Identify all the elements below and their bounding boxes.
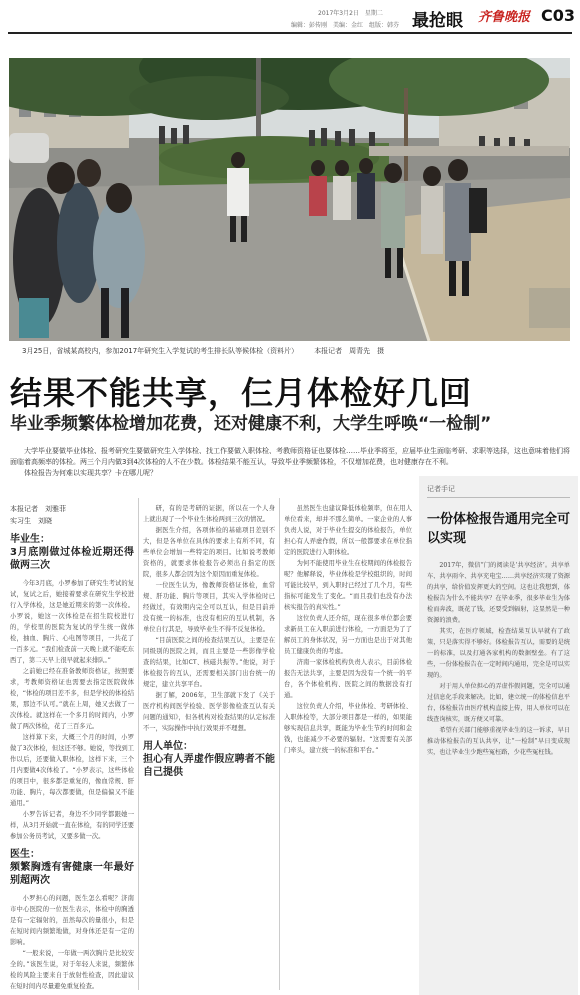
body-paragraph: 研，有的是考研的证据，所以在一个人身上就出现了一个毕业生体检两到三次的情况。 [143, 505, 275, 523]
news-photo [9, 58, 570, 341]
page-number: C03 [541, 6, 576, 25]
lead-line: 体检报告为何难以实现共享？卡在哪儿呢？ [10, 469, 157, 477]
reporter-commentary [419, 476, 578, 995]
body-paragraph: 希望有关部门能够重视毕业生的这一诉求，早日推动体检报告的互认共享，让“一检制”早日变成现实，也让毕业生少跑些冤枉路，少花些冤枉钱。 [427, 727, 570, 756]
intern-byline: 实习生 刘晓 [10, 517, 52, 525]
lead-line: 大学毕业要做毕业体检、报考研究生要做研究生入学体检、找工作要做入职体检、考教师资格证也要体检……毕业季将至，应届毕业生面临考研、求职等选择，这也意味着他们将面临着高频率的体检。两三个月内做3到4次体检的人不在少数。体检结果不能互认，导致毕业季频繁体检，不仅增加花费，也对健康存在不利。 [10, 447, 570, 466]
header-rule [8, 32, 572, 34]
body-paragraph: “目前医院之间的检查结果互认，主要是在同级别的医院之间，而且主要是一些影像学检查的结果，比如CT、核磁共振等。”他说，对于体检报告的互认，还需要相关部门出台统一的规定，建立共享平台。 [143, 637, 275, 688]
svg-text:齐鲁晚报: 齐鲁晚报 [477, 10, 531, 25]
column-divider [138, 498, 139, 990]
commentary-title: 一份体检报告通用完全可以实现 [427, 512, 571, 546]
body-paragraph: 为何不能使用毕业生在校期间的体检报告呢？他解释说，毕业体检是学校组织的，时间可能比较早，到入职时已经过了几个月，有些指标可能发生了变化。“而且我们也没有办法核实报告的真实性。” [284, 560, 412, 611]
subheadline: 毕业季频繁体检增加花费，还对健康不利，大学生呼唤“一检制” [10, 414, 492, 434]
section-title-doctor: 频繁胸透有害健康一年最好别超两次 [10, 862, 134, 886]
section-kicker-employer: 用人单位： [143, 741, 193, 752]
issue-date: 2017年3月2日 星期二 [318, 10, 383, 17]
photo-credit: 本报记者 周青先 摄 [314, 347, 385, 355]
body-paragraph: “一般来说，一年做一两次胸片是比较安全的。”该医生说，对于年轻人来说，频繁体检的风险主要来自于放射性检查，因此建议在短时间内尽量避免重复检查。 [10, 950, 134, 990]
masthead [0, 0, 580, 40]
section-name: 最抢眼 [412, 11, 463, 31]
column-2-text [143, 503, 275, 734]
section-kicker-doctor: 医生： [10, 849, 40, 860]
caption-text: 3月25日，省城某高校内，参加2017年研究生入学复试的考生排长队等候体检（资料片） [22, 347, 299, 355]
section-kicker-graduates: 毕业生： [10, 534, 50, 545]
column-divider [279, 498, 280, 990]
column-1-text [10, 578, 134, 842]
editor-credits: 编辑：彭传刚 美编：金红 组版：韩芬 [291, 22, 400, 29]
body-paragraph: 对于用人单位担心的弄虚作假问题，完全可以通过信息化手段来解决。比如，建立统一的体检信息平台，体检报告由医疗机构直接上传，用人单位可以在线查询核实，既方便又可靠。 [427, 683, 570, 723]
body-paragraph: 据医生介绍，各项体检的基础项目差别不大，但是各单位在具体的要求上有所不同，有些单位会增加一些特定的项目。比如说考教师资格的，就要求体检报告必须出自指定的医院，很多人都会因为这个原因而重复体检。 [143, 527, 275, 578]
body-paragraph: 这样算下来，大概三个月的时间，小罗做了3次体检，但这还不够。她说，等找到工作以后，还要做入职体检，这样下来，三个月内要做4次体检了。“小罗表示，这些体检的项目中，很多都是重复的，像血常规、肝功能、胸片，每次都要做，但是偏偏又不能通用。” [10, 734, 134, 807]
body-paragraph: 济南一家体检机构负责人表示，目前体检报告无法共享，主要是因为没有一个统一的平台，各个体检机构、医院之间的数据没有打通。 [284, 659, 412, 699]
article-column-2 [143, 503, 275, 991]
body-paragraph: 小罗告诉记者，身边不少同学都跟她一样，从3月开始就一直在体检，有的同学还要参加公务员考试，又要多做一次。 [10, 811, 134, 840]
article-column-1 [10, 503, 134, 991]
body-paragraph: 据了解，2006年，卫生部就下发了《关于医疗机构间医学检验、医学影像检查互认有关问题的通知》，但各机构对检查结果的认定标准不一，实际操作中执行效果并不理想。 [143, 692, 275, 732]
body-paragraph: 今年3月底，小罗参加了研究生考试的复试，复试之后，她接着要求在研究生学校进行入学体检，这是她近期来的第一次体检。小罗说，她这一次体检是在招生院校进行的，学校里的医院为复试的学生统一做体检，抽血、胸片、心电图等项目，一共花了一百多元。“我们检查前一天晚上就不能吃东西了，第二天早上很早就起来排队。” [10, 580, 134, 664]
body-paragraph: 小罗担心的问题，医生怎么看呢？济南市中心医院的一位医生表示，体检中的胸透是有一定辐射的，虽然每次的量很小，但是在短时间内频繁地做，对身体还是有一定的影响。 [10, 895, 134, 946]
reporter-byline: 本报记者 刘雅菲 [10, 505, 66, 513]
column-1-text-2 [10, 893, 134, 991]
photo-caption [22, 346, 562, 356]
body-paragraph: 2017年，微信“门的阅读是‘共享经济’。共享单车、共享雨伞、共享充电宝……共享经济实现了资源的共享，给价值发挥更大的空间。这也让我想到，体检报告为什么不能共享？在毕业季，很多毕业生为体检而奔波，既花了钱，还要受到辐射，这显然是一种资源的浪费。 [427, 562, 570, 624]
section-title-employer: 担心有人弄虚作假应聘者不能自己提供 [143, 754, 275, 778]
body-paragraph: 其实，在医疗领域，检查结果互认早就有了政策，只是落实得不够好。体检报告互认，需要的是统一的标准，以及打通各家机构的数据壁垒。有了这些，一份体检报告在一定时间内通用，完全是可以实现的。 [427, 628, 570, 679]
lead-paragraph [10, 446, 570, 479]
body-paragraph: 这位负责人介绍，毕业体检、考研体检、入职体检等，大部分项目都是一样的，如果能够实现信息共享，既能为毕业生节约时间和金钱，也能减少不必要的辐射。“这需要有关部门牵头，建立统一的标准和平台。” [284, 703, 412, 754]
body-paragraph: 一位医生认为，像教师资格证体检，血常规、肝功能、胸片等项目，其实入学体检时已经做过，有效期内完全可以互认，但是目前并没有统一的标准，也没有相应的互认机制，各单位自行其是，导致毕业生不得不反复体检。 [143, 582, 275, 633]
article-column-3 [284, 503, 412, 991]
body-paragraph: 之前她已经在准备教师资格证，按照要求，考教师资格证也需要去指定医院做体检，“体检的项目差不多，但是学校的体检结果，那边不认可。”就在上周，她又去做了一次体检。就这样在一个多月的时间内，小罗做了两次体检，花了三百多元。 [10, 668, 134, 730]
body-paragraph: 这位负责人还介绍，现在很多单位都会要求新员工在入职前进行体检，一方面是为了了解员工的身体状况，另一方面也是出于对其他员工健康负责的考虑。 [284, 615, 412, 655]
column-3-text [284, 503, 412, 756]
section-title-graduates: 3月底刚做过体检近期还得做两三次 [10, 547, 134, 571]
headline: 结果不能共享，仨月体检好几回 [10, 374, 473, 412]
commentary-text [427, 560, 570, 758]
commentary-kicker: 记者手记 [427, 484, 570, 498]
body-paragraph: 虽然医生也建议降低体检频率，但在用人单位看来，却并不那么简单。一家企业的人事负责人说，对于毕业生提交的体检报告，单位担心有人弄虚作假，所以一般都要求在单位指定的医院进行入职体检。 [284, 505, 412, 556]
newspaper-logo [475, 4, 533, 28]
